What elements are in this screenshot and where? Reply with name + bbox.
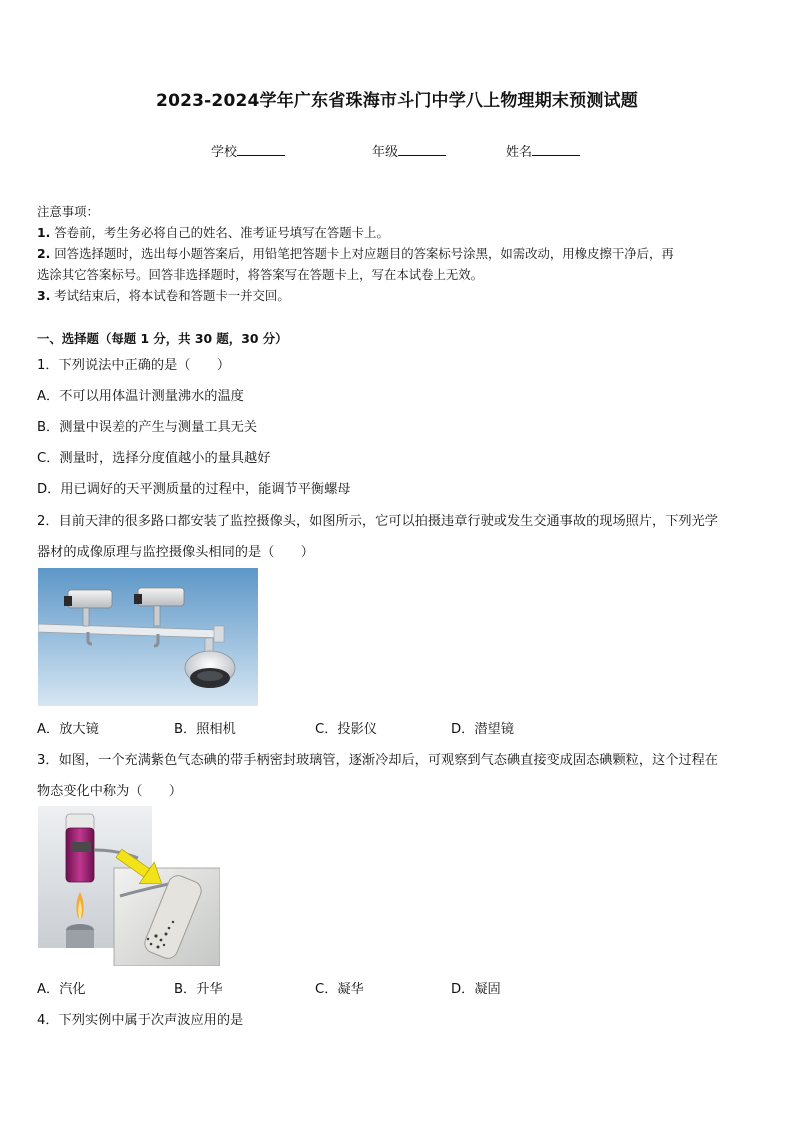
q2-stem-line2: 器材的成像原理与监控摄像头相同的是（ ） <box>37 545 314 560</box>
surveillance-camera-image <box>38 568 258 706</box>
q2-option-c: C．投影仪 <box>315 722 377 737</box>
q3-option-d: D．凝固 <box>451 982 501 997</box>
grade-label: 年级 <box>372 145 399 160</box>
notice-item-text: 答卷前，考生务必将自己的姓名、准考证号填写在答题卡上。 <box>54 225 389 240</box>
notice-item-text: 选涂其它答案标号。回答非选择题时，将答案写在答题卡上，写在本试卷上无效。 <box>37 267 484 282</box>
school-label: 学校 <box>211 145 238 160</box>
q1-stem: 1．下列说法中正确的是（ ） <box>37 358 231 373</box>
q1-option-b: B．测量中误差的产生与测量工具无关 <box>37 420 258 435</box>
name-field <box>506 141 580 160</box>
q3-option-a: A．汽化 <box>37 982 86 997</box>
grade-field <box>372 141 446 160</box>
notice-item-3 <box>37 285 757 306</box>
q3-option-c: C．凝华 <box>315 982 364 997</box>
notice-item-text: 考试结束后，将本试卷和答题卡一并交回。 <box>54 288 290 303</box>
school-field <box>211 141 285 160</box>
notice-item-2-cont <box>37 264 757 285</box>
q2-options <box>37 718 757 738</box>
q3-stem-line1: 3．如图，一个充满紫色气态碘的带手柄密封玻璃管，逐渐冷却后，可观察到气态碘直接变成固态碘颗粒，这个过程在 <box>37 753 718 768</box>
school-blank <box>237 143 285 156</box>
q1-option-a: A．不可以用体温计测量沸水的温度 <box>37 389 244 404</box>
name-label: 姓名 <box>506 145 533 160</box>
grade-blank <box>398 143 446 156</box>
q1-option-d: D．用已调好的天平测质量的过程中，能调节平衡螺母 <box>37 482 351 497</box>
notice-item-num: 2. <box>37 246 51 261</box>
q4-stem: 4．下列实例中属于次声波应用的是 <box>37 1013 244 1028</box>
notice-item-num: 3. <box>37 288 51 303</box>
q3-option-b: B．升华 <box>174 982 223 997</box>
notice-item-2 <box>37 243 757 264</box>
name-blank <box>532 143 580 156</box>
notice-item-num: 1. <box>37 225 51 240</box>
q2-option-b: B．照相机 <box>174 722 236 737</box>
q3-options <box>37 978 757 998</box>
page-title: 2023-2024学年广东省珠海市斗门中学八上物理期末预测试题 <box>156 91 638 111</box>
iodine-tube-image <box>38 806 220 966</box>
notice-heading: 注意事项： <box>37 204 99 219</box>
q3-stem-line2: 物态变化中称为（ ） <box>37 784 183 799</box>
q1-option-c: C．测量时，选择分度值越小的量具越好 <box>37 451 271 466</box>
notice-item-text: 回答选择题时，选出每小题答案后，用铅笔把答题卡上对应题目的答案标号涂黑，如需改动，用橡皮擦干净后，再 <box>54 246 674 261</box>
q2-option-d: D．潜望镜 <box>451 722 514 737</box>
q2-option-a: A．放大镜 <box>37 722 99 737</box>
notice-item-1 <box>37 222 757 243</box>
section-title: 一、选择题（每题 1 分，共 30 题，30 分） <box>37 331 288 346</box>
q2-stem-line1: 2．目前天津的很多路口都安装了监控摄像头，如图所示，它可以拍摄违章行驶或发生交通事故的现场照片，下列光学 <box>37 514 718 529</box>
